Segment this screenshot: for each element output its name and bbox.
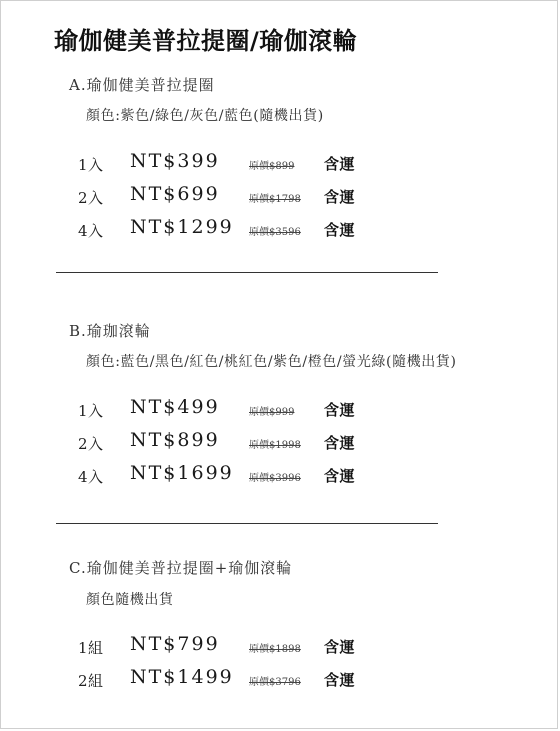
section-c-heading: C.瑜伽健美普拉提圈+瑜伽滾輪: [69, 559, 293, 577]
original-price: 原價$3796: [249, 677, 301, 688]
price-row: [1, 183, 541, 207]
original-price: 原價$1998: [249, 440, 301, 451]
section-divider: [56, 272, 438, 273]
quantity-label: 4入: [78, 222, 104, 240]
section-b-colors: 顏色:藍色/黑色/紅色/桃紅色/紫色/橙色/螢光綠(隨機出貨): [86, 354, 457, 370]
sale-price: NT$699: [130, 183, 220, 205]
price-row: [1, 150, 541, 174]
price-row: [1, 462, 541, 486]
original-price: 原價$1798: [249, 194, 301, 205]
sale-price: NT$1299: [130, 216, 234, 238]
quantity-label: 1組: [78, 639, 104, 657]
price-row: [1, 216, 541, 240]
section-divider: [56, 523, 438, 524]
shipping-included-label: 含運: [324, 188, 356, 206]
page-title: 瑜伽健美普拉提圈/瑜伽滾輪: [54, 27, 358, 55]
sale-price: NT$499: [130, 396, 220, 418]
shipping-included-label: 含運: [324, 221, 356, 239]
quantity-label: 4入: [78, 468, 104, 486]
quantity-label: 1入: [78, 156, 104, 174]
shipping-included-label: 含運: [324, 638, 356, 656]
sale-price: NT$799: [130, 633, 220, 655]
quantity-label: 2入: [78, 189, 104, 207]
price-row: [1, 429, 541, 453]
quantity-label: 2組: [78, 672, 104, 690]
section-a-heading: A.瑜伽健美普拉提圈: [69, 76, 215, 94]
original-price: 原價$3596: [249, 227, 301, 238]
shipping-included-label: 含運: [324, 155, 356, 173]
shipping-included-label: 含運: [324, 401, 356, 419]
original-price: 原價$899: [249, 161, 295, 172]
sale-price: NT$899: [130, 429, 220, 451]
original-price: 原價$999: [249, 407, 295, 418]
sale-price: NT$1499: [130, 666, 234, 688]
section-b-heading: B.瑜珈滾輪: [69, 322, 151, 340]
section-a-colors: 顏色:紫色/綠色/灰色/藍色(隨機出貨): [86, 108, 324, 124]
shipping-included-label: 含運: [324, 671, 356, 689]
quantity-label: 1入: [78, 402, 104, 420]
price-row: [1, 666, 541, 690]
price-row: [1, 396, 541, 420]
original-price: 原價$1898: [249, 644, 301, 655]
sale-price: NT$1699: [130, 462, 234, 484]
original-price: 原價$3996: [249, 473, 301, 484]
quantity-label: 2入: [78, 435, 104, 453]
sale-price: NT$399: [130, 150, 220, 172]
shipping-included-label: 含運: [324, 434, 356, 452]
section-c-colors: 顏色隨機出貨: [86, 592, 174, 608]
shipping-included-label: 含運: [324, 467, 356, 485]
price-row: [1, 633, 541, 657]
